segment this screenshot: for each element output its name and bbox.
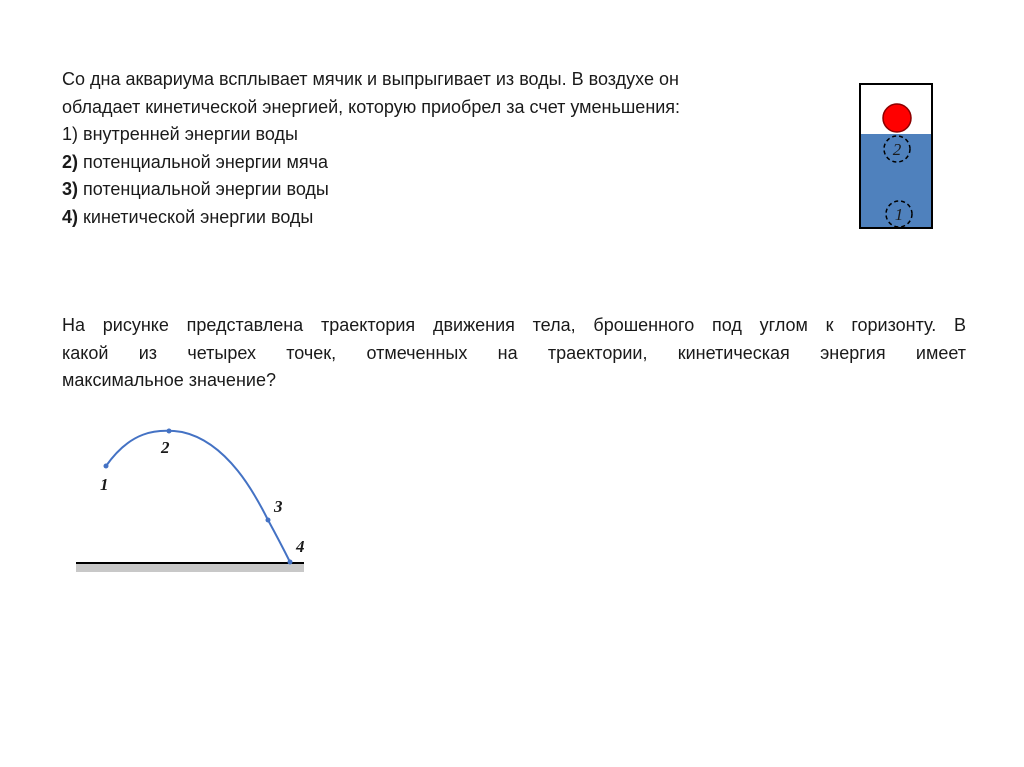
question-2-line-2: какой из четырех точек, отмеченных на траектории, кинетическая энергия имеет — [62, 342, 966, 363]
point-3-label: 3 — [274, 497, 283, 516]
option-4-num: 4) — [62, 206, 79, 227]
trajectory-figure — [60, 410, 320, 580]
option-3-num: 3) — [62, 179, 79, 199]
question-1 — [62, 66, 802, 231]
point-1-label: 1 — [100, 475, 109, 494]
point-4 — [288, 560, 293, 565]
question-1-line-2: обладает кинетической энергией, которую приобрел за счет уменьшения: — [62, 96, 681, 117]
option-1 — [62, 121, 802, 149]
option-3-text: потенциальной энергии воды — [78, 179, 329, 199]
question-1-line-1: Со дна аквариума всплывает мячик и выпрыгивает из воды. В воздухе он — [62, 69, 679, 89]
option-2-num: 2) — [62, 151, 79, 172]
question-2-line-1: На рисунке представлена траектория движения тела, брошенного под углом к горизонту. В — [62, 315, 966, 335]
aquarium-label-2: 2 — [892, 140, 902, 159]
option-4-text: кинетической энергии воды — [78, 206, 314, 227]
question-2-line-3: максимальное значение? — [62, 370, 276, 390]
option-2-text: потенциальной энергии мяча — [78, 151, 328, 172]
ball — [883, 104, 911, 132]
option-1-text: внутренней энергии воды — [78, 124, 298, 144]
point-4-label: 4 — [296, 537, 305, 556]
ground-shadow — [76, 564, 304, 572]
option-1-num: 1) — [62, 124, 79, 144]
point-1 — [104, 464, 109, 469]
option-4 — [62, 204, 802, 232]
question-2 — [62, 312, 966, 395]
point-2 — [167, 429, 172, 434]
point-2-label: 2 — [161, 438, 170, 457]
aquarium-label-1: 1 — [894, 205, 904, 224]
option-3 — [62, 176, 802, 204]
aquarium-illustration — [858, 82, 934, 230]
trajectory-curve — [106, 431, 290, 562]
point-3 — [266, 518, 271, 523]
option-2 — [62, 149, 802, 177]
